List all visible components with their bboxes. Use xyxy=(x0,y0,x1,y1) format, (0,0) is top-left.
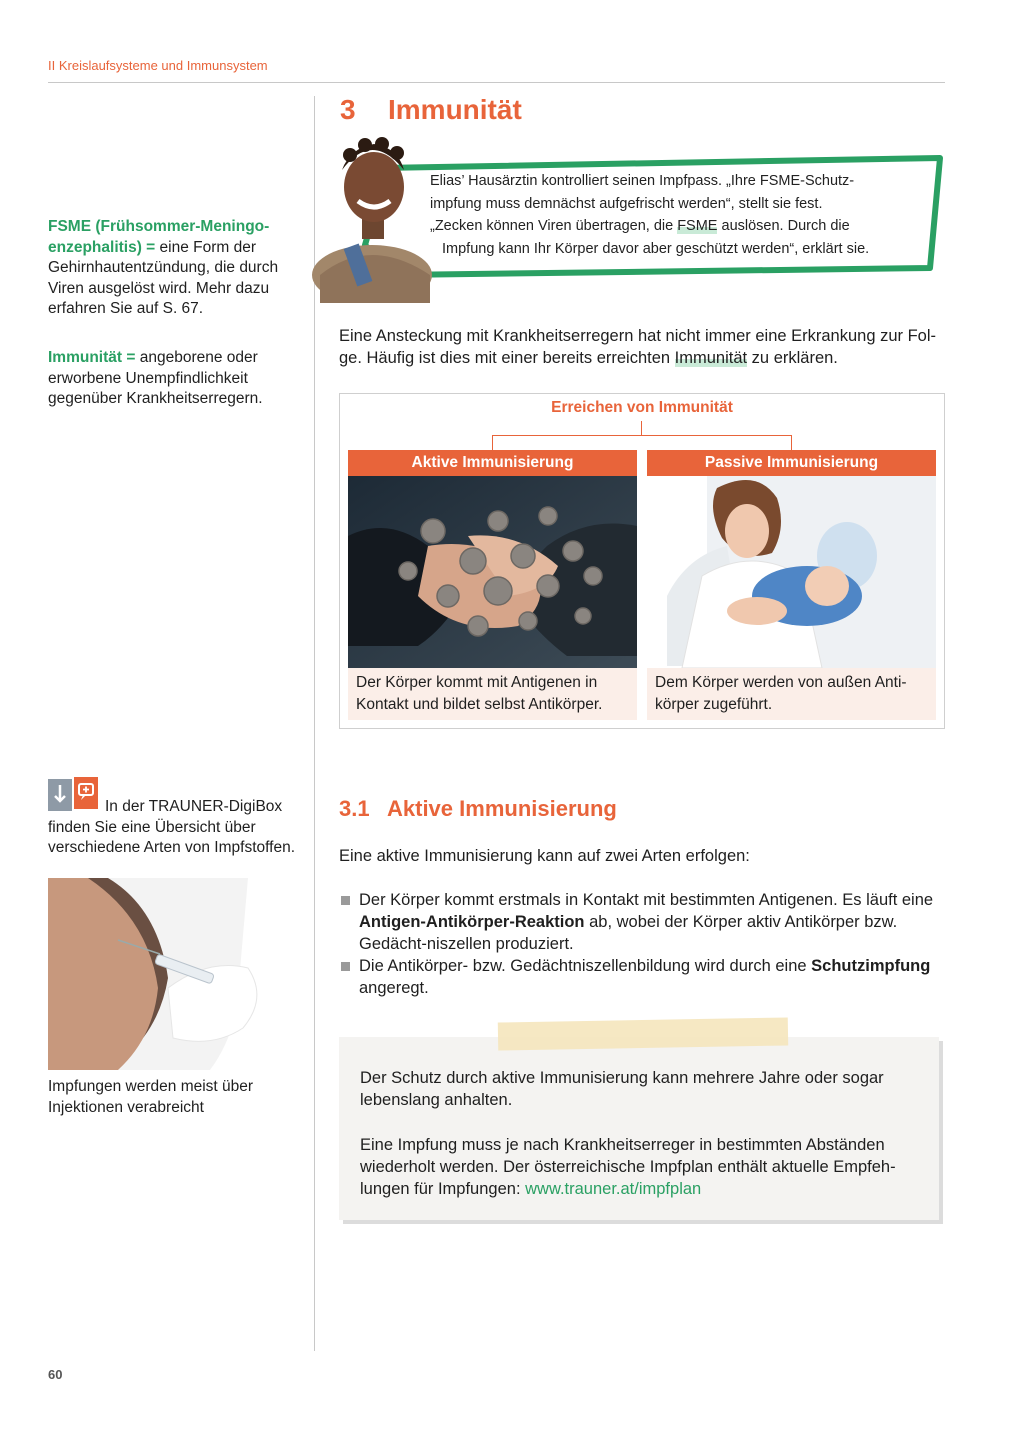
glossary-fsme-definition: eine Form der Gehirnhautentzündung, die durch Viren ausgelöst wird. Mehr dazu erfahren Sie auf S. 67. xyxy=(48,238,279,317)
bullet-1-bold: Antigen-Antikörper-Reaktion xyxy=(359,913,585,931)
glossary-immunitaet-term: Immunität = xyxy=(48,349,136,366)
subsection-intro: Eine aktive Immunisierung kann auf zwei Arten erfolgen: xyxy=(339,847,750,865)
intro-immunitaet-highlight: Immunität xyxy=(674,349,748,367)
section-title: Immunität xyxy=(388,94,522,125)
immunization-list xyxy=(339,889,945,999)
subsection-number: 3.1 xyxy=(339,796,370,821)
intro-text-start: Eine Ansteckung mit Krankheitserregern hat nicht immer eine Erkrankung zur Fol-ge. Häufig ist dies mit einer bereits erreichten xyxy=(339,327,937,367)
list-item xyxy=(339,889,945,955)
digibox-note: In der TRAUNER-DigiBox finden Sie eine Übersicht über verschiedene Arten von Impfstoffen. xyxy=(48,798,296,856)
avatar-elias xyxy=(310,135,435,303)
note-paragraph-2 xyxy=(360,1134,915,1200)
page-number: 60 xyxy=(48,1367,63,1382)
diagram-connector-right xyxy=(791,435,792,450)
note-paragraph-2-text: Eine Impfung muss je nach Krankheitserreger in bestimmten Abständen wiederholt werden. Der österreichische Impfplan enthält aktuelle Empfeh-lungen für Impfungen: xyxy=(360,1136,896,1198)
diagram-connector-bar xyxy=(492,435,792,436)
intro-text-end: zu erklären. xyxy=(747,349,838,367)
bullet-1-start: Der Körper kommt erstmals in Kontakt mit bestimmten Antigenen. Es läuft eine xyxy=(359,891,934,909)
diagram-connector-left xyxy=(492,435,493,450)
header-divider xyxy=(48,82,945,83)
panel-active xyxy=(348,450,637,720)
panel-passive xyxy=(647,450,936,720)
panel-active-caption: Der Körper kommt mit Antigenen in Kontakt und bildet selbst Antikörper. xyxy=(348,668,637,720)
diagram-title: Erreichen von Immunität xyxy=(551,399,733,416)
speech-fsme-highlight: FSME xyxy=(677,218,718,234)
note-paragraph-1: Der Schutz durch aktive Immunisierung kann mehrere Jahre oder sogar lebenslang anhalten. xyxy=(360,1069,884,1109)
subsection-heading xyxy=(339,796,617,822)
speech-line-2: impfung muss demnächst aufgefrischt werden“, stellt sie fest. xyxy=(430,195,823,212)
bullet-2-start: Die Antikörper- bzw. Gedächtniszellenbildung wird durch eine xyxy=(359,957,812,975)
speech-text xyxy=(430,170,930,260)
subsection-title: Aktive Immunisierung xyxy=(387,796,617,821)
injection-caption: Impfungen werden meist über Injektionen verabreicht xyxy=(48,1078,254,1116)
panel-active-label: Aktive Immunisierung xyxy=(348,450,637,476)
speech-line-1: Elias’ Hausärztin kontrolliert seinen Impfpass. „Ihre FSME-Schutz- xyxy=(430,173,855,189)
breastfeeding-photo xyxy=(647,476,936,668)
running-head: II Kreislaufsysteme und Immunsystem xyxy=(48,58,268,73)
speech-line-3-end: auslösen. Durch die xyxy=(717,218,850,234)
bullet-2-end: angeregt. xyxy=(359,979,429,997)
section-number: 3 xyxy=(340,94,356,125)
panel-passive-caption: Dem Körper werden von außen Anti-körper zugeführt. xyxy=(647,668,936,720)
glossary-immunitaet-definition: angeborene oder erworbene Unempfindlichkeit gegenüber Krankheitserregern. xyxy=(48,349,263,407)
intro-paragraph xyxy=(339,325,945,369)
bullet-2-bold: Schutzimpfung xyxy=(811,957,931,975)
speech-line-4: Impfung kann Ihr Körper davor aber geschützt werden“, erklärt sie. xyxy=(442,240,870,257)
glossary-fsme xyxy=(48,217,298,320)
glossary-fsme-term: FSME (Frühsommer-Meningo-enzephalitis) = xyxy=(48,218,270,256)
immunity-diagram xyxy=(339,393,945,729)
handshake-virus-photo xyxy=(348,476,637,668)
speech-line-3 xyxy=(430,215,930,238)
bullet-1-end: ab, wobei der Körper aktiv Antikörper bzw. Gedächt-niszellen produziert. xyxy=(359,913,898,953)
glossary-immunitaet xyxy=(48,348,298,410)
panel-passive-label: Passive Immunisierung xyxy=(647,450,936,476)
diagram-connector-stem xyxy=(641,421,642,435)
impfplan-link[interactable]: www.trauner.at/impfplan xyxy=(525,1180,702,1198)
tape-strip xyxy=(498,1017,788,1050)
section-heading xyxy=(340,94,522,126)
list-item xyxy=(339,955,945,999)
speech-line-3-start: „Zecken können Viren übertragen, die xyxy=(430,218,678,234)
injection-photo xyxy=(48,878,290,1070)
